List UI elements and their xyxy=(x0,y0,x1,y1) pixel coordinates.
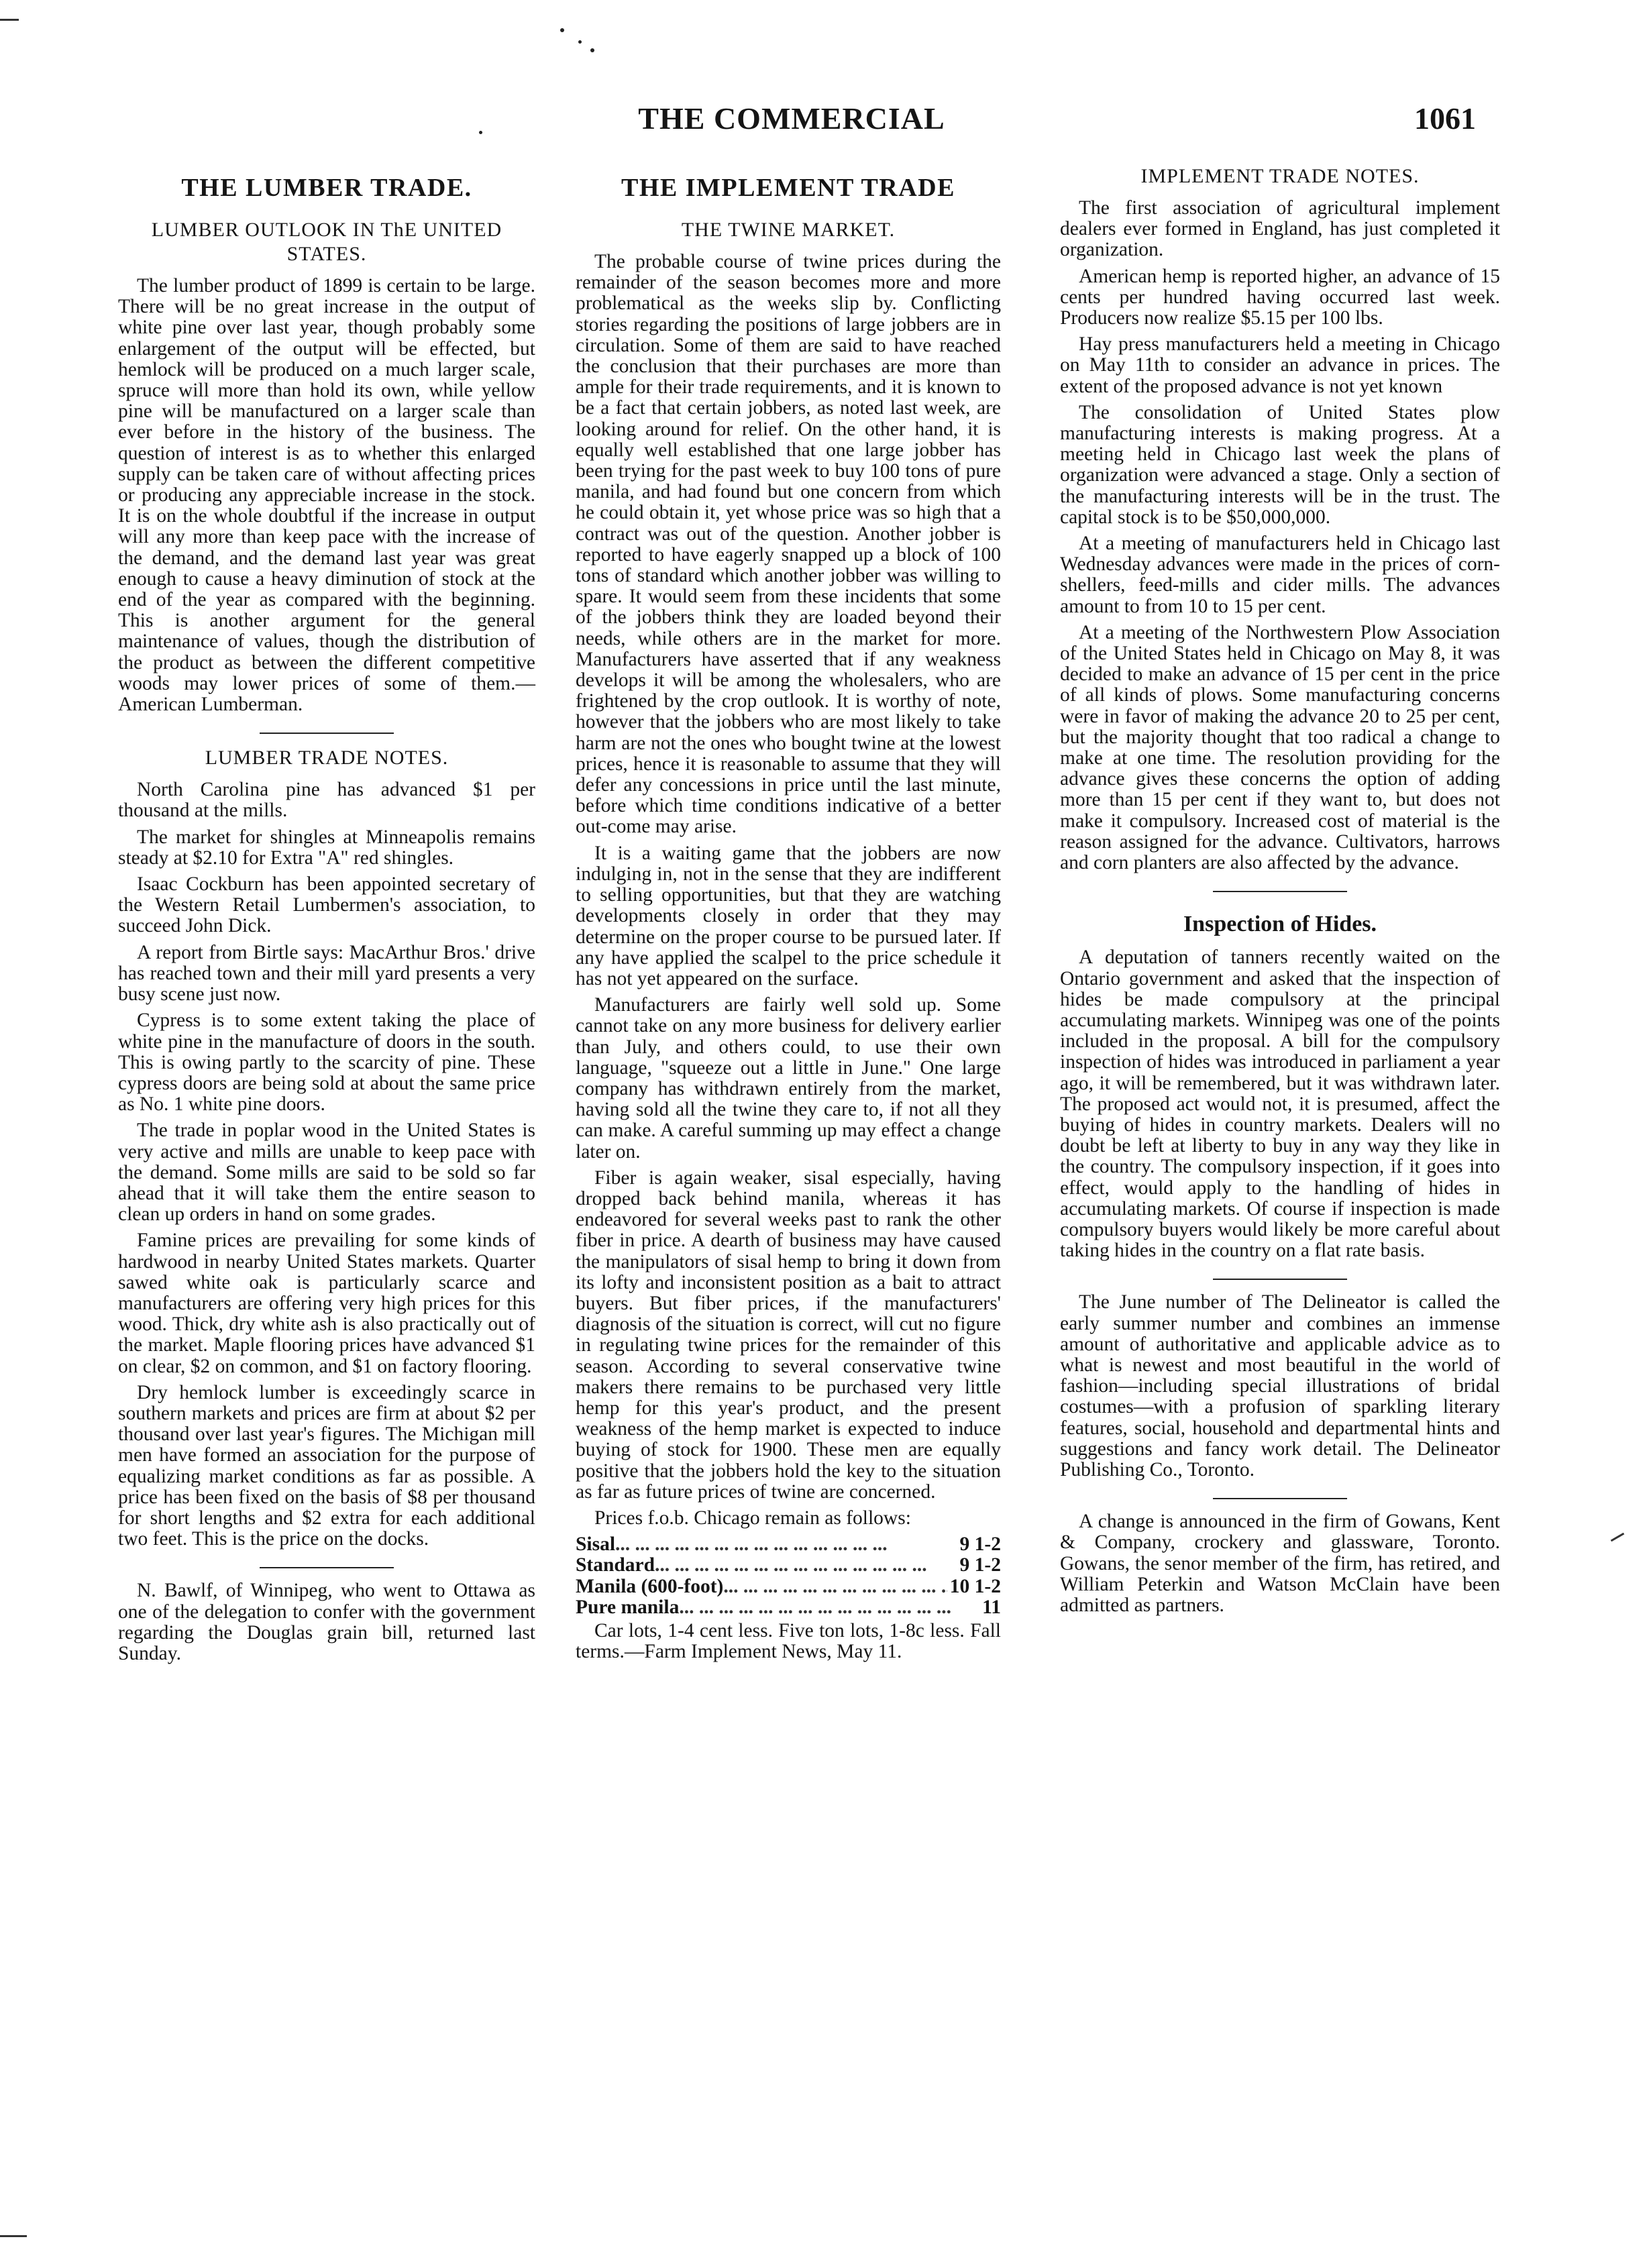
article-paragraph: Dry hemlock lumber is exceedingly scarce in southern markets and prices are firm at about $2 per thousand over last year's figures. The Michigan mill men have formed an association for the purpose of equalizing market conditions as far as possible. A price has been fixed on the basis of $8 per thousand for short lengths and $2 extra for each additional two feet. This is the price on the docks. xyxy=(118,1381,535,1550)
leader-dots xyxy=(679,1597,979,1618)
article-paragraph: American hemp is reported higher, an advance of 15 cents per hundred having occurred last week. Producers now realize $5.15 per 100 lbs. xyxy=(1060,265,1500,329)
page-header xyxy=(107,101,1476,148)
price-value: 9 1-2 xyxy=(959,1554,1001,1576)
article-paragraph: At a meeting of the Northwestern Plow Association of the United States held in Chicago on May 8, it was decided to make an advance of 15 per cent in the price of all kinds of plows. Some manufacturing concerns were in favor of making the advance 20 to 25 per cent, but the majority thought that too radical a change to make at one time. The resolution providing for the advance gives these concerns the option of adding more than 15 per cent if they want to, but does not make it compulsory. Increased cost of material is the reason assigned for the advance. Cultivators, harrows and corn planters are also affected by the advance. xyxy=(1060,621,1500,874)
middle-column xyxy=(576,164,1001,1668)
leader-dots xyxy=(615,1534,957,1555)
article-paragraph: A report from Birtle says: MacArthur Bros.' drive has reached town and their mill yard presents a very busy scene just now. xyxy=(118,941,535,1006)
article-paragraph: Hay press manufacturers held a meeting in Chicago on May 11th to consider an advance in prices. The extent of the proposed advance is not yet known xyxy=(1060,333,1500,397)
article-paragraph: Cypress is to some extent taking the place of white pine in the manufacture of doors in the south. This is owing partly to the scarcity of pine. These cypress doors are being sold at about the same price as No. 1 white pine doors. xyxy=(118,1010,535,1116)
article-paragraph: Manufacturers are fairly well sold up. Some cannot take on any more business for delivery earlier than July, and others could, to use their own language, "squeeze out a little in June." One large company has withdrawn entirely from the market, having sold all the twine they care to, if not all they can make. A careful summing up may effect a change later on. xyxy=(576,994,1001,1163)
price-name: Manila (600-foot) xyxy=(576,1575,724,1597)
twine-price-list xyxy=(576,1534,1001,1618)
article-paragraph: The consolidation of United States plow manufacturing interests is making progress. At a meeting held in Chicago last week the plans of organization were advanced a stage. Only a section of the manufacturing interests will be in the trust. The capital stock is to be $50,000,000. xyxy=(1060,401,1500,528)
price-value: 10 1-2 xyxy=(949,1575,1001,1597)
article-paragraph: Prices f.o.b. Chicago remain as follows: xyxy=(594,1507,911,1529)
article-headline: THE TWINE MARKET. xyxy=(681,219,896,241)
article-headline: Inspection of Hides. xyxy=(1183,912,1377,937)
scan-edge-mark xyxy=(0,2235,27,2237)
section-divider xyxy=(260,1567,394,1568)
scan-edge-mark xyxy=(1611,1533,1625,1542)
price-value: 9 1-2 xyxy=(959,1533,1001,1556)
leader-dots xyxy=(655,1555,957,1576)
scan-speck xyxy=(560,28,564,32)
price-row xyxy=(576,1555,1001,1576)
section-title-implement-trade: THE IMPLEMENT TRADE xyxy=(621,174,955,202)
article-paragraph: North Carolina pine has advanced $1 per thousand at the mills. xyxy=(118,779,535,822)
article-paragraph: A change is announced in the firm of Gowans, Kent & Company, crockery and glassware, Toronto. Gowans, the senor member of the firm, has retired, and William Peterkin and Watson McClain have been admitted as partners. xyxy=(1060,1511,1500,1616)
article-paragraph: It is a waiting game that the jobbers are now indulging in, not in the sense that they are indifferent to selling opportunities, but that they are watching developments closely in order that they may determine on the proper course to be pursued later. If any have applied the scalpel to the price schedule it has not yet appeared on the surface. xyxy=(576,842,1001,989)
scan-edge-mark xyxy=(0,19,19,21)
article-paragraph: Famine prices are prevailing for some kinds of hardwood in nearby United States markets. Quarter sawed white oak is particularly scarce and manufacturers are offering very high prices for this wood. Thick, dry white ash is also practically out of the market. Maple flooring prices have advanced $1 on clear, $2 on common, and $1 on factory flooring. xyxy=(118,1230,535,1377)
article-headline: LUMBER OUTLOOK IN ThE UNITED STATES. xyxy=(151,219,502,265)
price-name: Standard xyxy=(576,1554,655,1576)
article-paragraph: N. Bawlf, of Winnipeg, who went to Ottawa as one of the delegation to confer with the government regarding the Douglas grain bill, returned last Sunday. xyxy=(118,1580,535,1664)
leader-dots xyxy=(723,1576,947,1597)
article-paragraph: Fiber is again weaker, sisal especially, having dropped back behind manila, whereas it has endeavored for several weeks past to rank the other fiber in price. A dearth of business may have caused the manipulators of sisal hemp to bring it down from its lofty and inconsistent position as a bait to attract buyers. But fiber prices, if the manufacturers' diagnosis of the situation is correct, will cut no figure in regulating twine prices for the remainder of this season. According to several conservative twine makers there remains to be purchased very little hemp for this year's product, and the present weakness of the hemp market is expected to induce buying of stock for 1900. These men are equally positive that the jobbers hold the key to the situation as far as future prices of twine are concerned. xyxy=(576,1167,1001,1503)
section-divider xyxy=(1213,1279,1347,1280)
price-row xyxy=(576,1534,1001,1555)
article-paragraph: A deputation of tanners recently waited on the Ontario government and asked that the inspection of hides be made compulsory at the principal accumulating markets. Winnipeg was one of the points included in the proposal. A bill for the compulsory inspection of hides was introduced in parliament a year ago, it will be remembered, but it was withdrawn later. The proposed act would not, it is presumed, affect the buying of hides in country markets. Dealers will no doubt be left at liberty to buy in any way they like in the country. The compulsory inspection, if it goes into effect, would apply to the handling of hides in accumulating markets. Of course if inspection is made compulsory buyers would likely be more careful about taking hides in the country on a flat rate basis. xyxy=(1060,947,1500,1262)
article-headline: LUMBER TRADE NOTES. xyxy=(205,747,449,769)
section-divider xyxy=(1213,891,1347,892)
article-paragraph: The probable course of twine prices during the remainder of the season becomes more and more problematical as the weeks slip by. Conflicting stories regarding the positions of large jobbers are in circulation. Some of them are said to have reached the conclusion that their purchases are more than ample for their trade requirements, and it is known to be a fact that certain jobbers, as noted last week, are looking around for relief. On the other hand, it is equally well established that one large jobber has been trying for the past week to buy 100 tons of pure manila, and had found but one concern from which he could obtain it, yet whose price was so high that a contract was out of the question. Another jobber is reported to have eagerly snapped up a block of 100 tons of standard which another jobber was willing to spare. It would seem from these incidents that some of the jobbers think they are loaded beyond their needs, while others are in the market for more. Manufacturers have asserted that if any weakness develops it will be among the wholesalers, who are frightened by the crop outlook. It is worthy of note, however that the jobbers who are most likely to take harm are not the ones who bought twine at the lowest prices, hence it is reasonable to assume that they will defer any concessions in price until the last minute, before which time conditions indicative of a better out-come may arise. xyxy=(576,251,1001,838)
section-divider xyxy=(260,733,394,734)
article-paragraph: The trade in poplar wood in the United States is very active and mills are unable to keep pace with the demand. Some mills are said to be sold so far ahead that it will take them the entire season to clean up orders in hand on some grades. xyxy=(118,1120,535,1226)
article-paragraph: The market for shingles at Minneapolis remains steady at $2.10 for Extra "A" red shingles. xyxy=(118,826,535,869)
article-paragraph: At a meeting of manufacturers held in Chicago last Wednesday advances were made in the prices of corn-shellers, feed-mills and cider mills. The advances amount to from 10 to 15 per cent. xyxy=(1060,533,1500,617)
price-row xyxy=(576,1597,1001,1618)
section-divider xyxy=(1213,1498,1347,1499)
price-row xyxy=(576,1576,1001,1597)
article-paragraph: Isaac Cockburn has been appointed secretary of the Western Retail Lumbermen's association, to succeed John Dick. xyxy=(118,873,535,937)
right-column xyxy=(1060,164,1500,1621)
masthead: THE COMMERCIAL xyxy=(638,101,945,136)
article-paragraph: The June number of The Delineator is called the early summer number and combines an immense amount of authoritative and applicable advice as to what is newest and most beautiful in the world of fashion—including special illustrations of bridal costumes—with a profusion of sparkling literary features, social, household and departmental hints and suggestions and fancy work detail. The Delineator Publishing Co., Toronto. xyxy=(1060,1291,1500,1480)
article-paragraph: The lumber product of 1899 is certain to be large. There will be no great increase in the output of white pine over last year, though probably some enlargement of the output will be effected, but hemlock will be produced on a much larger scale, spruce will more than hold its own, while yellow pine will be manufactured on a larger scale than ever before in the history of the business. The question of interest is as to whether this enlarged supply can be taken care of without affecting prices or producing any appreciable increase in the stock. It is on the whole doubtful if the increase in output will any more than keep pace with the increase of the demand, and the demand last year was great enough to cause a heavy diminution of stock at the end of the year as compared with the beginning. This is another argument for the general maintenance of values, though the distribution of the product as between the different competitive woods may lower prices of some of them.—American Lumberman. xyxy=(118,275,535,716)
page-number: 1061 xyxy=(1414,101,1476,136)
scan-speck xyxy=(590,48,594,52)
article-paragraph: Car lots, 1-4 cent less. Five ton lots, 1-8c less. Fall terms.—Farm Implement News, May 11. xyxy=(576,1620,1001,1663)
price-name: Pure manila xyxy=(576,1596,680,1618)
scan-speck xyxy=(578,40,582,44)
article-headline: IMPLEMENT TRADE NOTES. xyxy=(1140,165,1420,187)
section-title-lumber-trade: THE LUMBER TRADE. xyxy=(181,174,472,202)
left-column xyxy=(118,164,535,1670)
article-paragraph: The first association of agricultural implement dealers ever formed in England, has just completed it organization. xyxy=(1060,197,1500,261)
price-value: 11 xyxy=(982,1596,1001,1618)
price-name: Sisal xyxy=(576,1533,616,1556)
